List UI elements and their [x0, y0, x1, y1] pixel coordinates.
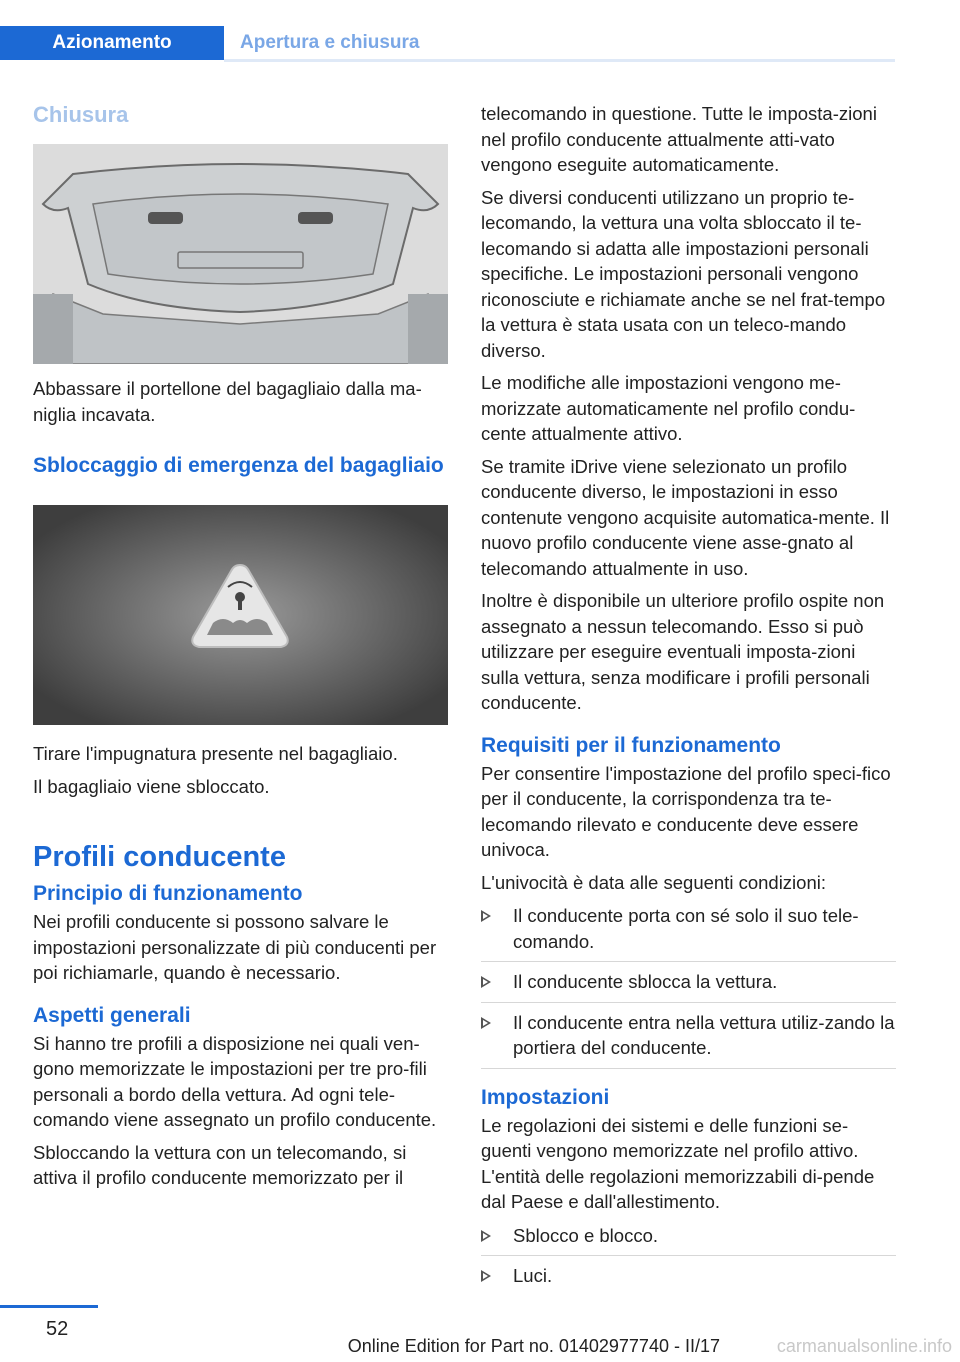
- requirements-list: [481, 903, 896, 1069]
- general-text-1: Si hanno tre profili a disposizione nei quali ven-gono memorizzate le impostazioni per tre pro-fili personali a bordo della vettura. Ad ogni tele-comando viene assegnato un profilo conducente.: [33, 1032, 437, 1130]
- profile-text-5: Inoltre è disponibile un ulteriore profilo ospite non assegnato a nessun telecomando. Esso si può utilizzare per eseguire eventuali imposta-zioni sulla vettura, senza modificare i profili personali conducente.: [481, 590, 885, 713]
- watermark-text: carmanualsonline.info: [776, 1336, 952, 1356]
- left-column: [33, 100, 448, 1191]
- heading-general: Aspetti generali: [33, 1003, 191, 1027]
- requirements-conditions: L'univocità è data alle seguenti condizioni:: [481, 871, 826, 893]
- emergency-handle-image: [33, 505, 448, 725]
- settings-list: [481, 1223, 896, 1296]
- page-header: [0, 26, 895, 62]
- page-number: 52: [46, 1318, 69, 1340]
- settings-text: Le regolazioni dei sistemi e delle funzioni se-guenti vengono memorizzate nel profilo attivo. L'entità delle regolazioni memorizzabili di-pende dal Paese e dall'allestimento.: [481, 1114, 875, 1212]
- list-item: Il conducente porta con sé solo il suo tele-comando.: [481, 903, 896, 962]
- arrow-bullet-icon: [481, 1230, 491, 1242]
- section-title-closing: Chiusura: [33, 102, 129, 127]
- closing-text: Abbassare il portellone del bagagliaio dalla ma-niglia incavata.: [33, 378, 422, 425]
- principle-text: Nei profili conducente si possono salvare le impostazioni personalizzate di più conducenti per poi richiamarle, quando è necessario.: [33, 911, 437, 983]
- header-divider: [224, 59, 895, 62]
- edition-text: Online Edition for Part no. 01402977740 - II/17: [347, 1336, 720, 1356]
- heading-driver-profiles: Profili conducente: [33, 841, 286, 873]
- emergency-text-1: Tirare l'impugnatura presente nel bagagliaio.: [33, 743, 398, 764]
- heading-principle: Principio di funzionamento: [33, 882, 303, 905]
- trunk-lid-image: [33, 144, 448, 364]
- arrow-bullet-icon: [481, 1270, 491, 1282]
- general-text-2: Sbloccando la vettura con un telecomando, si attiva il profilo conducente memorizzato per il: [33, 1141, 407, 1188]
- heading-settings: Impostazioni: [481, 1085, 610, 1109]
- list-item: Sblocco e blocco.: [481, 1223, 896, 1257]
- heading-emergency-release: Sbloccaggio di emergenza del bagagliaio: [33, 454, 444, 477]
- arrow-bullet-icon: [481, 976, 491, 988]
- arrow-bullet-icon: [481, 1017, 491, 1029]
- tab-apertura-chiusura[interactable]: Apertura e chiusura: [240, 32, 420, 53]
- footer-accent-line: [0, 1305, 98, 1308]
- profile-text-3: Le modifiche alle impostazioni vengono me-morizzate automaticamente nel profilo condu-cente attualmente attivo.: [481, 372, 856, 444]
- list-item: Il conducente entra nella vettura utiliz-zando la portiera del conducente.: [481, 1010, 896, 1069]
- arrow-bullet-icon: [481, 910, 491, 922]
- requirements-text: Per consentire l'impostazione del profilo speci-fico per il conducente, la corrispondenza tra te-lecomando rilevato e conducente deve essere univoca.: [481, 762, 891, 860]
- list-item: Luci.: [481, 1263, 896, 1296]
- list-item: Il conducente sblocca la vettura.: [481, 969, 896, 1003]
- profile-text-1: telecomando in questione. Tutte le imposta-zioni nel profilo conducente attualmente atti-vato vengono eseguite automaticamente.: [481, 103, 877, 175]
- profile-text-2: Se diversi conducenti utilizzano un proprio te-lecomando, la vettura una volta sbloccato il te-lecomando si adatta alle impostazioni personali specifiche. Le impostazioni personali vengono riconosciute e richiamate anche se nel frat-tempo la vettura è stata usata con un teleco-mando diverso.: [481, 186, 886, 361]
- profile-text-4: Se tramite iDrive viene selezionato un profilo conducente diverso, le impostazioni in esso contenute vengono acquisite automatica-mente. Il nuovo profilo conducente viene asse-gnato al telecomando attualmente in uso.: [481, 455, 890, 579]
- right-column: [481, 100, 896, 1303]
- heading-requirements: Requisiti per il funzionamento: [481, 733, 781, 757]
- emergency-text-2: Il bagagliaio viene sbloccato.: [33, 775, 270, 797]
- tab-azionamento[interactable]: Azionamento: [0, 26, 224, 60]
